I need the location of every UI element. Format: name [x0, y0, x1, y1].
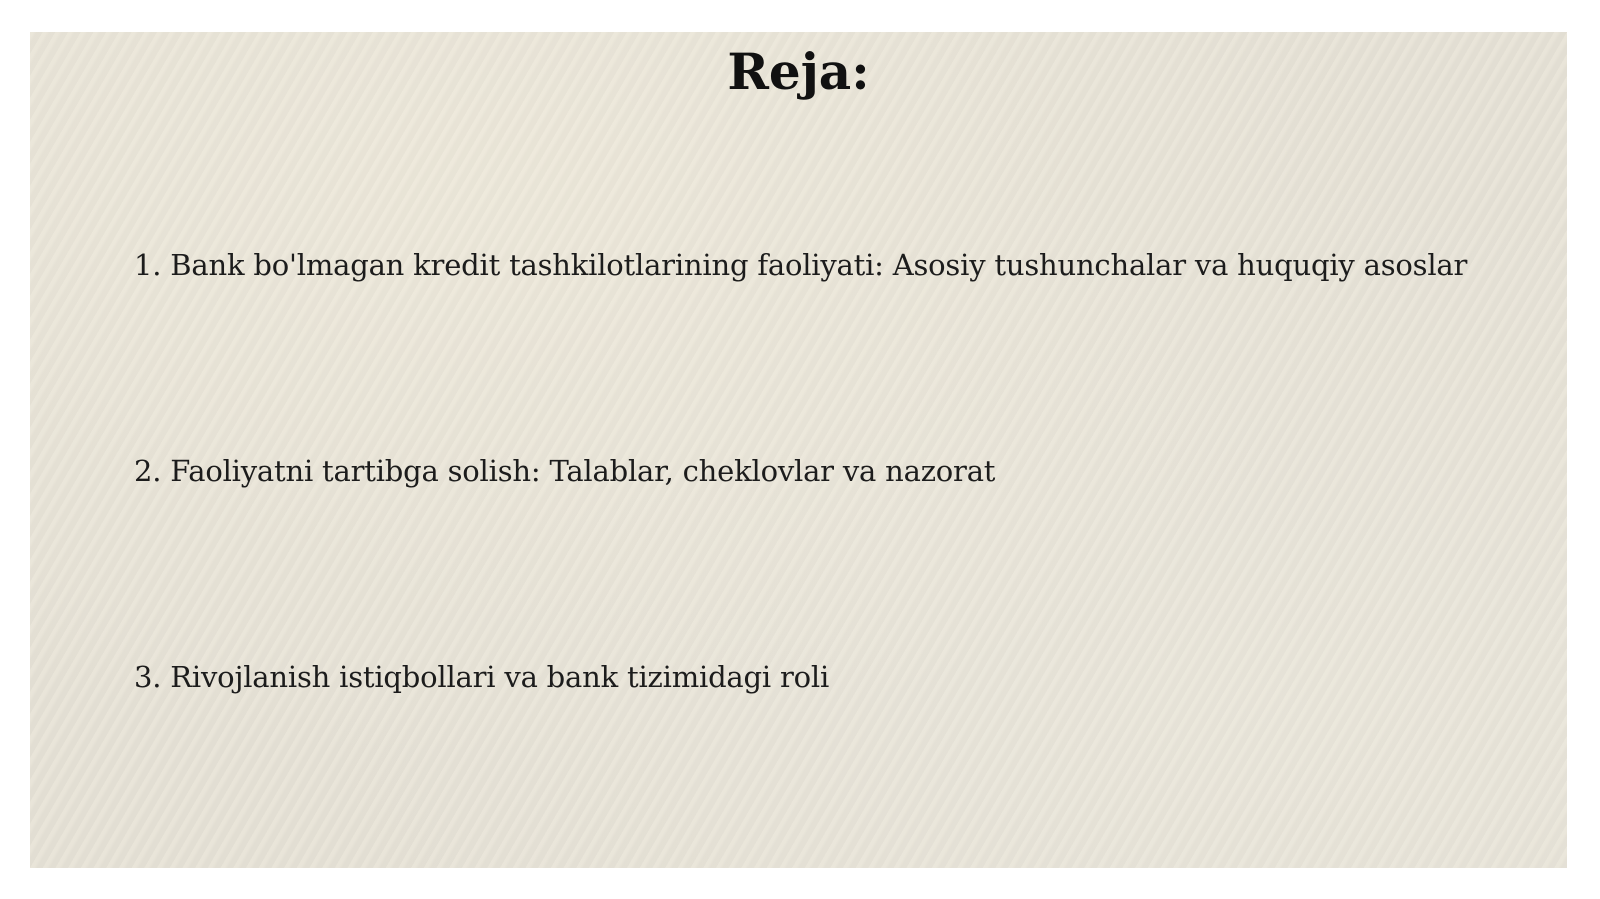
- plan-item-2: 2. Faoliyatni tartibga solish: Talablar, cheklovlar va nazorat: [134, 454, 996, 488]
- slide: [30, 32, 1567, 868]
- plan-item-3: 3. Rivojlanish istiqbollari va bank tizimidagi roli: [134, 660, 830, 694]
- slide-title: Reja:: [727, 42, 870, 101]
- plan-item-1: 1. Bank bo'lmagan kredit tashkilotlarining faoliyati: Asosiy tushunchalar va huquqiy asoslar: [134, 248, 1468, 282]
